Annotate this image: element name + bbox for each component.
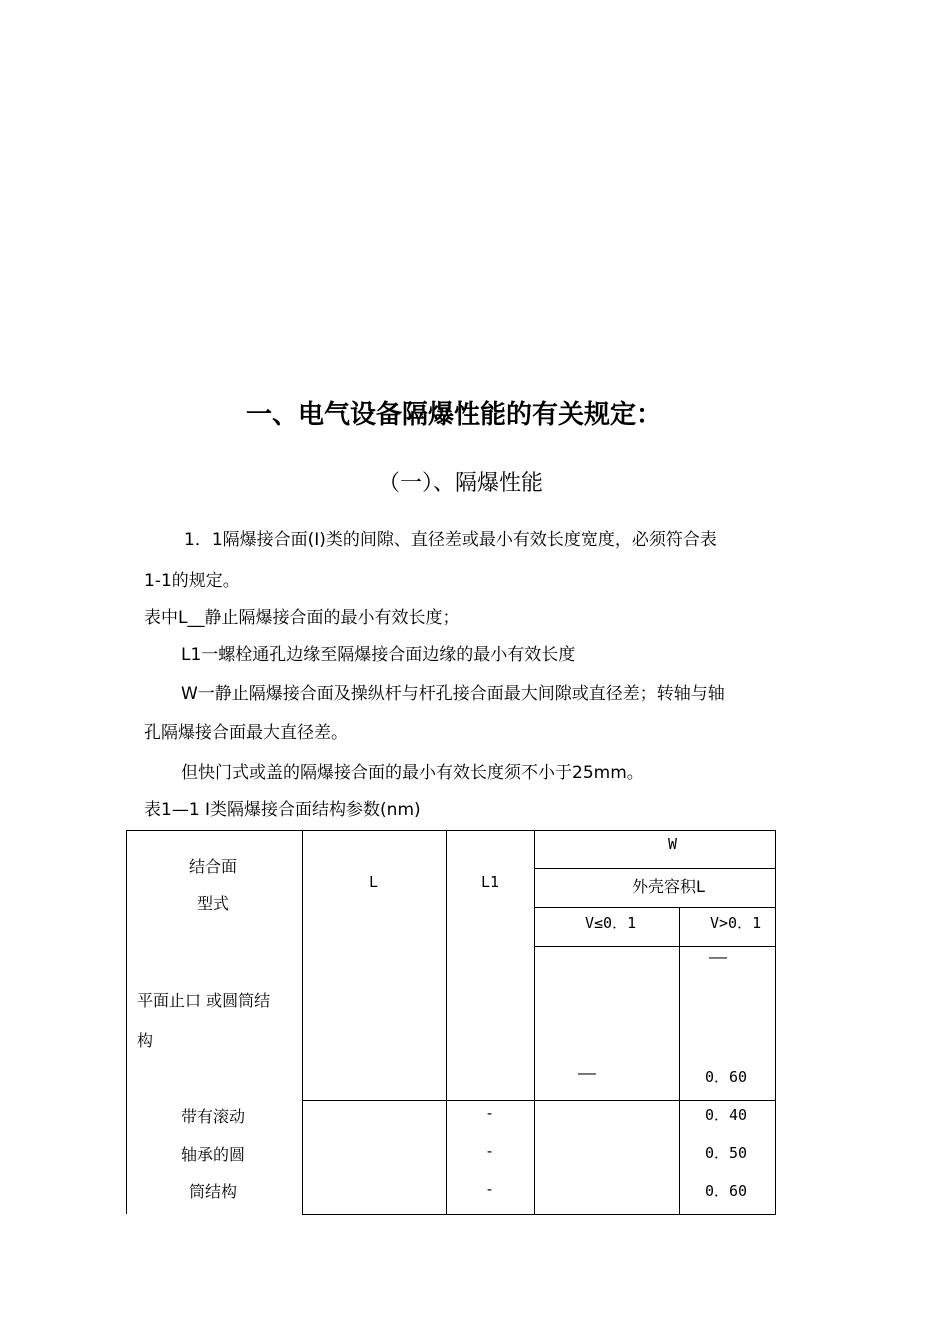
row1-type-line-2: 构	[137, 1031, 154, 1050]
paragraph-4-line-2: 孔隔爆接合面最大直径差。	[144, 723, 348, 743]
paragraph-3: L1一螺栓通孔边缘至隔爆接合面边缘的最小有效长度	[181, 645, 576, 665]
header-col-L1: L1	[481, 873, 500, 891]
row2-l1-value-2: -	[485, 1142, 495, 1160]
header-joint-type-line-2: 型式	[197, 894, 230, 913]
header-shell-volume: 外壳容积L	[632, 877, 705, 896]
document-heading: 一、电气设备隔爆性能的有关规定：	[246, 400, 663, 430]
row2-right-value-1: 0．40	[705, 1106, 748, 1124]
header-col-W: W	[668, 835, 678, 853]
row2-type-line-2: 轴承的圆	[181, 1145, 246, 1164]
table-caption: 表1—1 I类隔爆接合面结构参数(nm)	[144, 800, 421, 820]
paragraph-2: 表中L__静止隔爆接合面的最小有效长度；	[144, 608, 460, 628]
header-joint-type-line-1: 结合面	[189, 857, 238, 876]
paragraph-4-line-1: W一静止隔爆接合面及操纵杆与杆孔接合面最大间隙或直径差；转轴与轴	[181, 684, 725, 704]
row1-value-right: 0．60	[705, 1068, 748, 1086]
row2-right-value-2: 0．50	[705, 1144, 748, 1162]
row1-type-line-1: 平面止口 或圆筒结	[137, 991, 271, 1010]
paragraph-1-line-2: 1-1的规定。	[144, 571, 240, 591]
paragraph-5: 但快门式或盖的隔爆接合面的最小有效长度须不小于25mm。	[181, 763, 644, 783]
row2-l1-value-3: -	[485, 1180, 495, 1198]
header-volume-gt-0-1: V>0．1	[710, 914, 762, 932]
row2-type-line-3: 筒结构	[189, 1182, 238, 1201]
section-subheading: （一）、隔爆性能	[378, 471, 544, 496]
header-volume-le-0-1: V≤0．1	[585, 914, 637, 932]
row1-dash-bottom-mid: ——	[578, 1064, 597, 1082]
row2-type-line-1: 带有滚动	[181, 1107, 246, 1126]
header-col-L: L	[369, 873, 379, 891]
row2-right-value-3: 0．60	[705, 1182, 748, 1200]
paragraph-1-line-1: 1．1隔爆接合面(I)类的间隙、直径差或最小有效长度宽度，必须符合表	[184, 530, 717, 550]
row1-dash-top-right: ——	[709, 948, 728, 966]
row2-l1-value-1: -	[485, 1104, 495, 1122]
